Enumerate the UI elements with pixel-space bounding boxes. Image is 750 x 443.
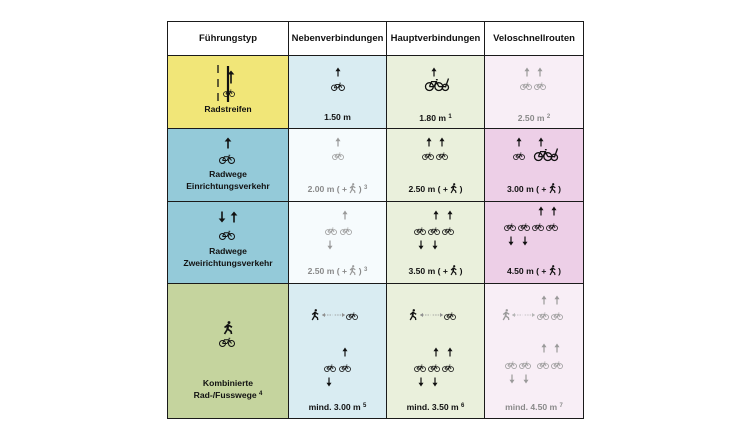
width-value: 3.50 m ( + )	[408, 266, 463, 276]
row-label-text: Zweirichtungsverkehr	[183, 258, 273, 268]
bicycle-icon	[534, 82, 546, 90]
row-label-radwege-einrichtung	[168, 129, 289, 202]
width-value: mind. 3.50 m $^6$	[406, 402, 465, 412]
header-veloschnellrouten: Veloschnellrouten	[485, 22, 584, 56]
header-nebenverbindungen: Nebenverbindungen	[289, 22, 387, 56]
bicycle-icon	[537, 361, 549, 369]
bicycle-icon	[546, 223, 558, 231]
row-label-text: Radwege	[209, 246, 247, 256]
arrow-up-icon	[224, 137, 232, 149]
arrow-down-icon	[523, 374, 529, 384]
exchange-arrows-icon	[420, 313, 443, 317]
pedestrian-icon	[349, 183, 356, 193]
cell-radstreifen-haupt	[387, 56, 485, 129]
bicycle-icon	[219, 154, 235, 164]
bicycle-icon	[346, 312, 358, 320]
pedestrian-icon	[409, 309, 417, 320]
arrow-up-icon	[538, 137, 544, 147]
arrow-up-icon	[227, 70, 235, 84]
width-value: mind. 3.00 m $^5$	[308, 402, 367, 412]
bicycle-icon	[518, 223, 530, 231]
bicycle-icon	[551, 361, 563, 369]
width-value: 1.80 m $^1$	[419, 113, 452, 123]
arrow-up-icon	[524, 67, 530, 77]
row-label-radwege-zweirichtung	[168, 202, 289, 284]
bicycle-icon	[551, 312, 563, 320]
bicycle-icon	[532, 223, 544, 231]
arrow-up-icon	[554, 343, 560, 353]
arrow-up-icon	[516, 137, 522, 147]
arrow-down-icon	[418, 377, 424, 387]
arrow-up-icon	[342, 347, 348, 357]
arrow-up-icon	[433, 210, 439, 220]
cell-radstreifen-neben	[289, 56, 387, 129]
cell-kombiniert-neben	[289, 284, 387, 419]
arrow-down-icon	[218, 211, 226, 223]
bicycle-icon	[325, 227, 337, 235]
row-label-text: Radwege	[209, 169, 247, 179]
header-type: Führungstyp	[168, 22, 289, 56]
row-label-radstreifen	[168, 56, 289, 129]
bicycle-icon	[436, 152, 448, 160]
arrow-down-icon	[508, 236, 514, 246]
bicycle-icon	[414, 364, 426, 372]
cargo-bike-icon	[534, 148, 558, 161]
pedestrian-icon	[549, 183, 556, 193]
width-value: 2.50 m ( + ) $^3$	[307, 266, 368, 276]
cell-kombiniert-haupt	[387, 284, 485, 419]
arrow-up-icon	[447, 210, 453, 220]
pedestrian-icon	[450, 183, 457, 193]
pedestrian-icon	[223, 321, 233, 334]
row-label-text: Radstreifen	[204, 104, 252, 114]
pedestrian-icon	[502, 309, 510, 320]
width-value: mind. 4.50 m $^7$	[505, 402, 563, 412]
cell-einrichtung-velo	[485, 129, 584, 202]
width-value: 2.50 m $^2$	[517, 113, 551, 123]
width-value: 3.00 m ( + )	[506, 184, 562, 194]
arrow-up-icon	[335, 67, 341, 77]
cell-radstreifen-velo	[485, 56, 584, 129]
pedestrian-icon	[311, 309, 319, 320]
cell-zweirichtung-haupt	[387, 202, 485, 284]
arrow-up-icon	[431, 67, 437, 77]
arrow-up-icon	[551, 206, 557, 216]
pedestrian-icon	[349, 265, 356, 275]
arrow-down-icon	[326, 377, 332, 387]
bicycle-icon	[537, 312, 549, 320]
bicycle-icon	[223, 89, 235, 97]
arrow-down-icon	[327, 240, 333, 250]
bicycle-icon	[324, 364, 336, 372]
bicycle-icon	[339, 364, 351, 372]
bicycle-icon	[505, 361, 517, 369]
arrow-up-icon	[554, 295, 560, 305]
bicycle-icon	[519, 361, 531, 369]
cell-einrichtung-haupt	[387, 129, 485, 202]
width-value: 2.00 m ( + ) $^3$	[307, 184, 368, 194]
arrow-up-icon	[335, 137, 341, 147]
width-value: 1.50 m	[324, 112, 351, 122]
arrow-up-icon	[433, 347, 439, 357]
arrow-down-icon	[509, 374, 515, 384]
bicycle-icon	[442, 227, 454, 235]
arrow-up-icon	[230, 211, 238, 223]
bicycle-icon	[219, 337, 235, 347]
arrow-up-icon	[426, 137, 432, 147]
bicycle-icon	[331, 82, 345, 91]
row-label-text: Kombinierte	[202, 378, 254, 388]
arrow-down-icon	[432, 377, 438, 387]
cell-einrichtung-neben	[289, 129, 387, 202]
arrow-up-icon	[541, 295, 547, 305]
header-hauptverbindungen: Hauptverbindungen	[387, 22, 485, 56]
bicycle-icon	[520, 82, 532, 90]
standards-table	[167, 21, 584, 419]
cell-zweirichtung-velo	[485, 202, 584, 284]
pedestrian-icon	[549, 265, 556, 275]
arrow-up-icon	[541, 343, 547, 353]
bicycle-icon	[340, 227, 352, 235]
cell-kombiniert-velo	[485, 284, 584, 419]
exchange-arrows-icon	[322, 313, 345, 317]
width-value: 2.50 m ( + )	[408, 184, 463, 194]
bicycle-icon	[414, 227, 426, 235]
arrow-down-icon	[432, 240, 438, 250]
pedestrian-icon	[450, 265, 457, 275]
cell-zweirichtung-neben	[289, 202, 387, 284]
bicycle-icon	[332, 152, 344, 160]
row-label-text: Rad-/Fusswege $^4$	[193, 390, 263, 400]
bicycle-icon	[504, 223, 516, 231]
lane-marking-icons	[168, 56, 288, 128]
exchange-arrows-icon	[512, 313, 535, 317]
arrow-down-icon	[522, 236, 528, 246]
bicycle-icon	[428, 364, 440, 372]
arrow-up-icon	[447, 347, 453, 357]
bicycle-icon	[428, 227, 440, 235]
arrow-up-icon	[537, 67, 543, 77]
arrow-up-icon	[439, 137, 445, 147]
cargo-bike-icon	[425, 78, 449, 91]
bicycle-icon	[444, 312, 456, 320]
row-label-kombinierte	[168, 284, 289, 419]
bicycle-icon	[442, 364, 454, 372]
arrow-down-icon	[418, 240, 424, 250]
bicycle-icon	[513, 152, 525, 160]
width-value: 4.50 m ( + )	[506, 266, 562, 276]
arrow-up-icon	[342, 210, 348, 220]
bicycle-icon	[422, 152, 434, 160]
row-label-text: Einrichtungsverkehr	[186, 181, 270, 191]
bicycle-icon	[219, 230, 235, 240]
arrow-up-icon	[538, 206, 544, 216]
